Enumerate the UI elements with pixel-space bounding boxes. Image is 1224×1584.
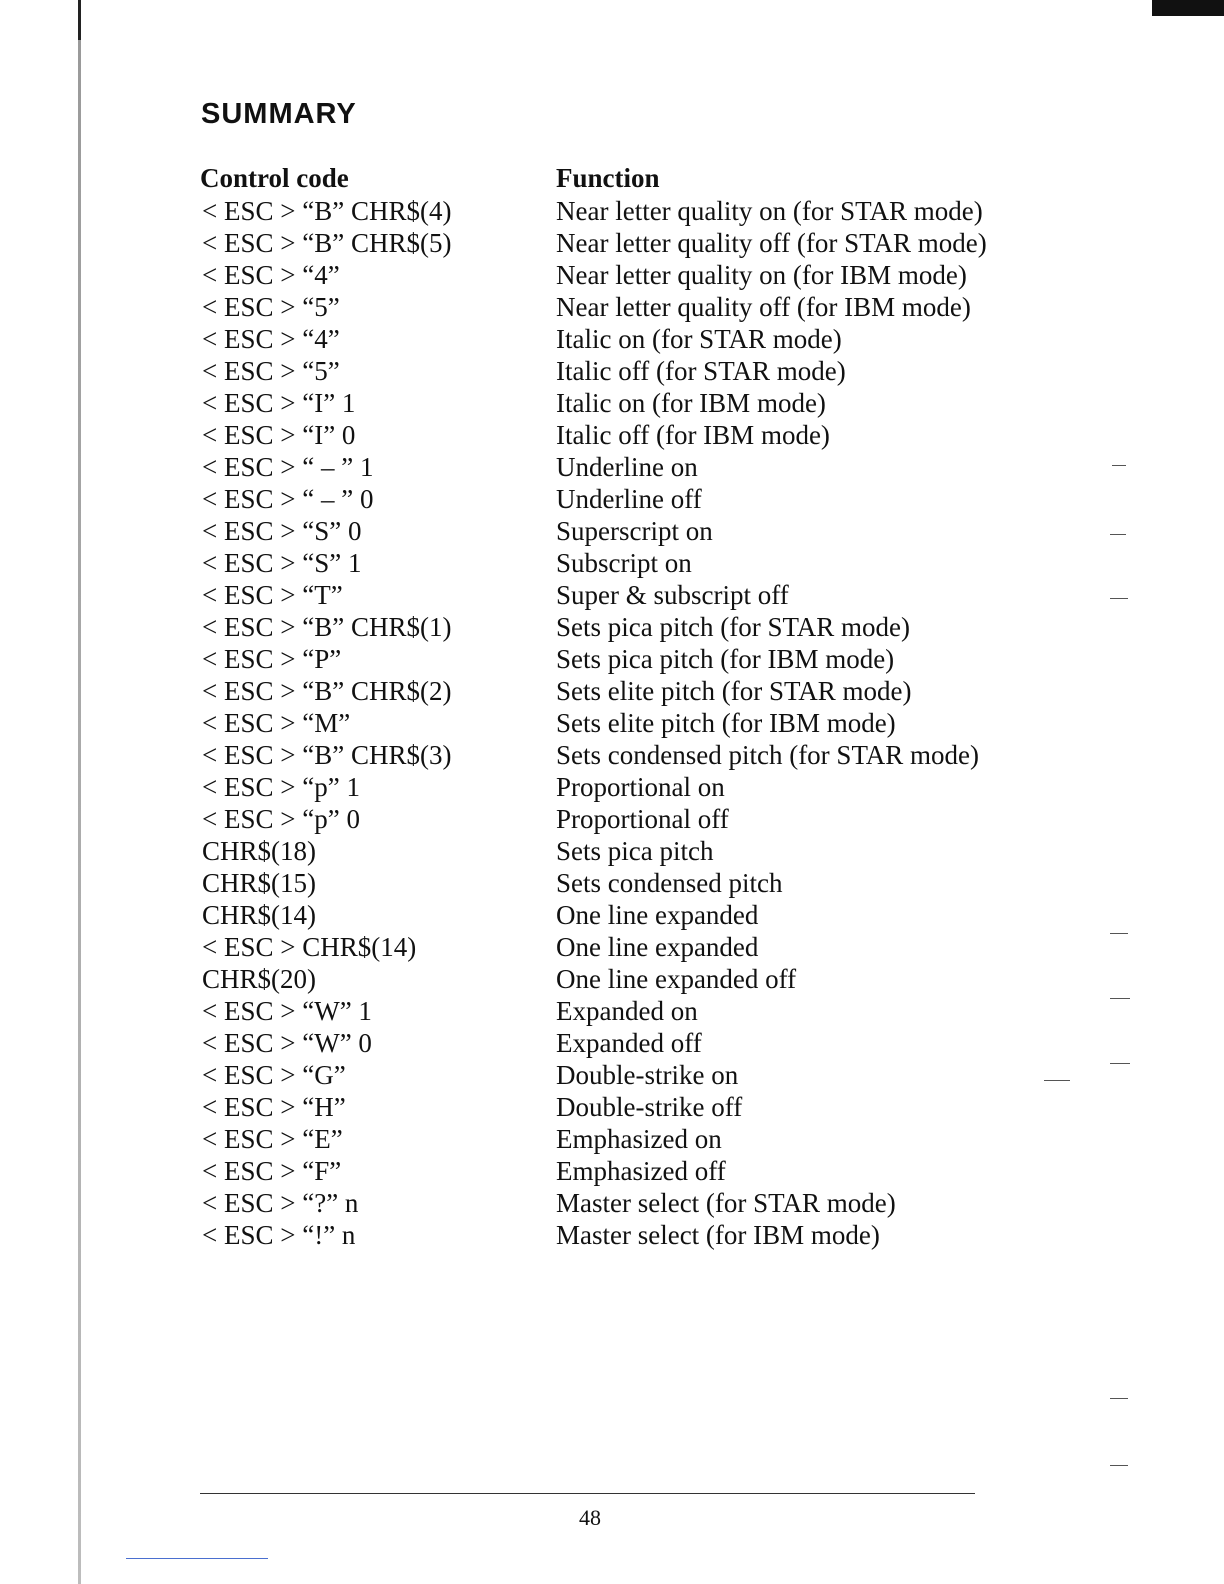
margin-tick bbox=[1112, 465, 1126, 466]
control-code: < ESC > “F” bbox=[202, 1155, 342, 1186]
function-description: Italic off (for IBM mode) bbox=[556, 419, 830, 450]
control-code: < ESC > CHR$(14) bbox=[202, 931, 417, 962]
function-description: Expanded on bbox=[556, 995, 698, 1026]
control-code: CHR$(18) bbox=[202, 835, 316, 866]
control-code: < ESC > “I” 0 bbox=[202, 419, 356, 450]
function-description: Underline off bbox=[556, 483, 702, 514]
function-description: Double-strike off bbox=[556, 1091, 743, 1122]
control-code: < ESC > “!” n bbox=[202, 1219, 356, 1250]
function-description: Underline on bbox=[556, 451, 698, 482]
function-description: Near letter quality on (for STAR mode) bbox=[556, 195, 983, 226]
table-row bbox=[202, 995, 1102, 1027]
function-description: Near letter quality off (for STAR mode) bbox=[556, 227, 987, 258]
function-description: Superscript on bbox=[556, 515, 713, 546]
table-row bbox=[202, 1219, 1102, 1251]
control-code: < ESC > “H” bbox=[202, 1091, 346, 1122]
control-code: < ESC > “ – ” 1 bbox=[202, 451, 374, 482]
control-code: < ESC > “ – ” 0 bbox=[202, 483, 374, 514]
function-description: Expanded off bbox=[556, 1027, 702, 1058]
page-heading: SUMMARY bbox=[201, 98, 357, 130]
table-row bbox=[202, 483, 1102, 515]
column-header-function: Function bbox=[556, 163, 660, 193]
scan-binding-edge bbox=[78, 0, 81, 1584]
table-row bbox=[202, 1187, 1102, 1219]
control-code: CHR$(15) bbox=[202, 867, 316, 898]
table-row bbox=[202, 387, 1102, 419]
table-row bbox=[202, 547, 1102, 579]
margin-tick bbox=[1044, 1080, 1070, 1081]
control-code: < ESC > “p” 1 bbox=[202, 771, 360, 802]
function-description: Emphasized off bbox=[556, 1155, 726, 1186]
control-code: < ESC > “5” bbox=[202, 291, 340, 322]
control-code: < ESC > “B” CHR$(1) bbox=[202, 611, 452, 642]
table-row bbox=[202, 1027, 1102, 1059]
table-row bbox=[202, 515, 1102, 547]
control-code: < ESC > “B” CHR$(2) bbox=[202, 675, 452, 706]
margin-tick bbox=[1110, 1063, 1130, 1064]
control-code: < ESC > “?” n bbox=[202, 1187, 359, 1218]
table-row bbox=[202, 803, 1102, 835]
table-row bbox=[202, 675, 1102, 707]
scan-artifact-line bbox=[126, 1558, 268, 1559]
margin-tick bbox=[1110, 534, 1126, 535]
table-row bbox=[202, 867, 1102, 899]
margin-tick bbox=[1110, 1465, 1128, 1466]
control-code: < ESC > “T” bbox=[202, 579, 343, 610]
function-description: Near letter quality off (for IBM mode) bbox=[556, 291, 971, 322]
scan-corner-mark bbox=[1152, 0, 1224, 16]
page-number: 48 bbox=[579, 1505, 601, 1530]
control-code: < ESC > “W” 0 bbox=[202, 1027, 372, 1058]
table-row bbox=[202, 355, 1102, 387]
table-row bbox=[202, 579, 1102, 611]
function-description: Sets condensed pitch (for STAR mode) bbox=[556, 739, 980, 770]
control-code: < ESC > “P” bbox=[202, 643, 342, 674]
summary-table bbox=[202, 195, 1102, 1251]
function-description: One line expanded bbox=[556, 899, 759, 930]
control-code: < ESC > “W” 1 bbox=[202, 995, 372, 1026]
control-code: < ESC > “G” bbox=[202, 1059, 346, 1090]
table-row bbox=[202, 1155, 1102, 1187]
table-row bbox=[202, 963, 1102, 995]
footer-rule bbox=[200, 1493, 975, 1494]
function-description: Italic on (for STAR mode) bbox=[556, 323, 842, 354]
function-description: Double-strike on bbox=[556, 1059, 739, 1090]
control-code: < ESC > “B” CHR$(5) bbox=[202, 227, 452, 258]
function-description: Emphasized on bbox=[556, 1123, 722, 1154]
function-description: Super & subscript off bbox=[556, 579, 789, 610]
control-code: < ESC > “E” bbox=[202, 1123, 343, 1154]
table-row bbox=[202, 259, 1102, 291]
control-code: < ESC > “4” bbox=[202, 259, 340, 290]
function-description: One line expanded bbox=[556, 931, 759, 962]
function-description: Sets condensed pitch bbox=[556, 867, 783, 898]
control-code: < ESC > “5” bbox=[202, 355, 340, 386]
function-description: Master select (for IBM mode) bbox=[556, 1219, 880, 1250]
table-row bbox=[202, 931, 1102, 963]
margin-tick bbox=[1110, 998, 1130, 999]
control-code: < ESC > “4” bbox=[202, 323, 340, 354]
table-row bbox=[202, 291, 1102, 323]
table-row bbox=[202, 451, 1102, 483]
function-description: Sets elite pitch (for IBM mode) bbox=[556, 707, 896, 738]
table-row bbox=[202, 227, 1102, 259]
control-code: < ESC > “p” 0 bbox=[202, 803, 360, 834]
control-code: < ESC > “B” CHR$(4) bbox=[202, 195, 452, 226]
table-row bbox=[202, 643, 1102, 675]
function-description: Italic off (for STAR mode) bbox=[556, 355, 846, 386]
table-row bbox=[202, 707, 1102, 739]
table-row bbox=[202, 195, 1102, 227]
table-row bbox=[202, 739, 1102, 771]
control-code: CHR$(20) bbox=[202, 963, 316, 994]
function-description: Proportional off bbox=[556, 803, 729, 834]
control-code: < ESC > “S” 0 bbox=[202, 515, 362, 546]
function-description: Near letter quality on (for IBM mode) bbox=[556, 259, 967, 290]
table-row bbox=[202, 419, 1102, 451]
function-description: Sets pica pitch (for STAR mode) bbox=[556, 611, 911, 642]
table-row bbox=[202, 1059, 1102, 1091]
control-code: < ESC > “B” CHR$(3) bbox=[202, 739, 452, 770]
column-header-control-code: Control code bbox=[200, 163, 349, 193]
function-description: One line expanded off bbox=[556, 963, 797, 994]
function-description: Sets elite pitch (for STAR mode) bbox=[556, 675, 912, 706]
table-row bbox=[202, 1123, 1102, 1155]
control-code: < ESC > “M” bbox=[202, 707, 351, 738]
function-description: Master select (for STAR mode) bbox=[556, 1187, 896, 1218]
function-description: Italic on (for IBM mode) bbox=[556, 387, 826, 418]
function-description: Sets pica pitch (for IBM mode) bbox=[556, 643, 895, 674]
table-row bbox=[202, 611, 1102, 643]
function-description: Subscript on bbox=[556, 547, 692, 578]
table-row bbox=[202, 835, 1102, 867]
control-code: < ESC > “S” 1 bbox=[202, 547, 362, 578]
table-row bbox=[202, 771, 1102, 803]
table-row bbox=[202, 323, 1102, 355]
control-code: CHR$(14) bbox=[202, 899, 316, 930]
control-code: < ESC > “I” 1 bbox=[202, 387, 356, 418]
table-row bbox=[202, 1091, 1102, 1123]
margin-tick bbox=[1110, 598, 1128, 599]
margin-tick bbox=[1110, 933, 1128, 934]
margin-tick bbox=[1110, 1398, 1128, 1399]
function-description: Proportional on bbox=[556, 771, 725, 802]
function-description: Sets pica pitch bbox=[556, 835, 714, 866]
table-row bbox=[202, 899, 1102, 931]
